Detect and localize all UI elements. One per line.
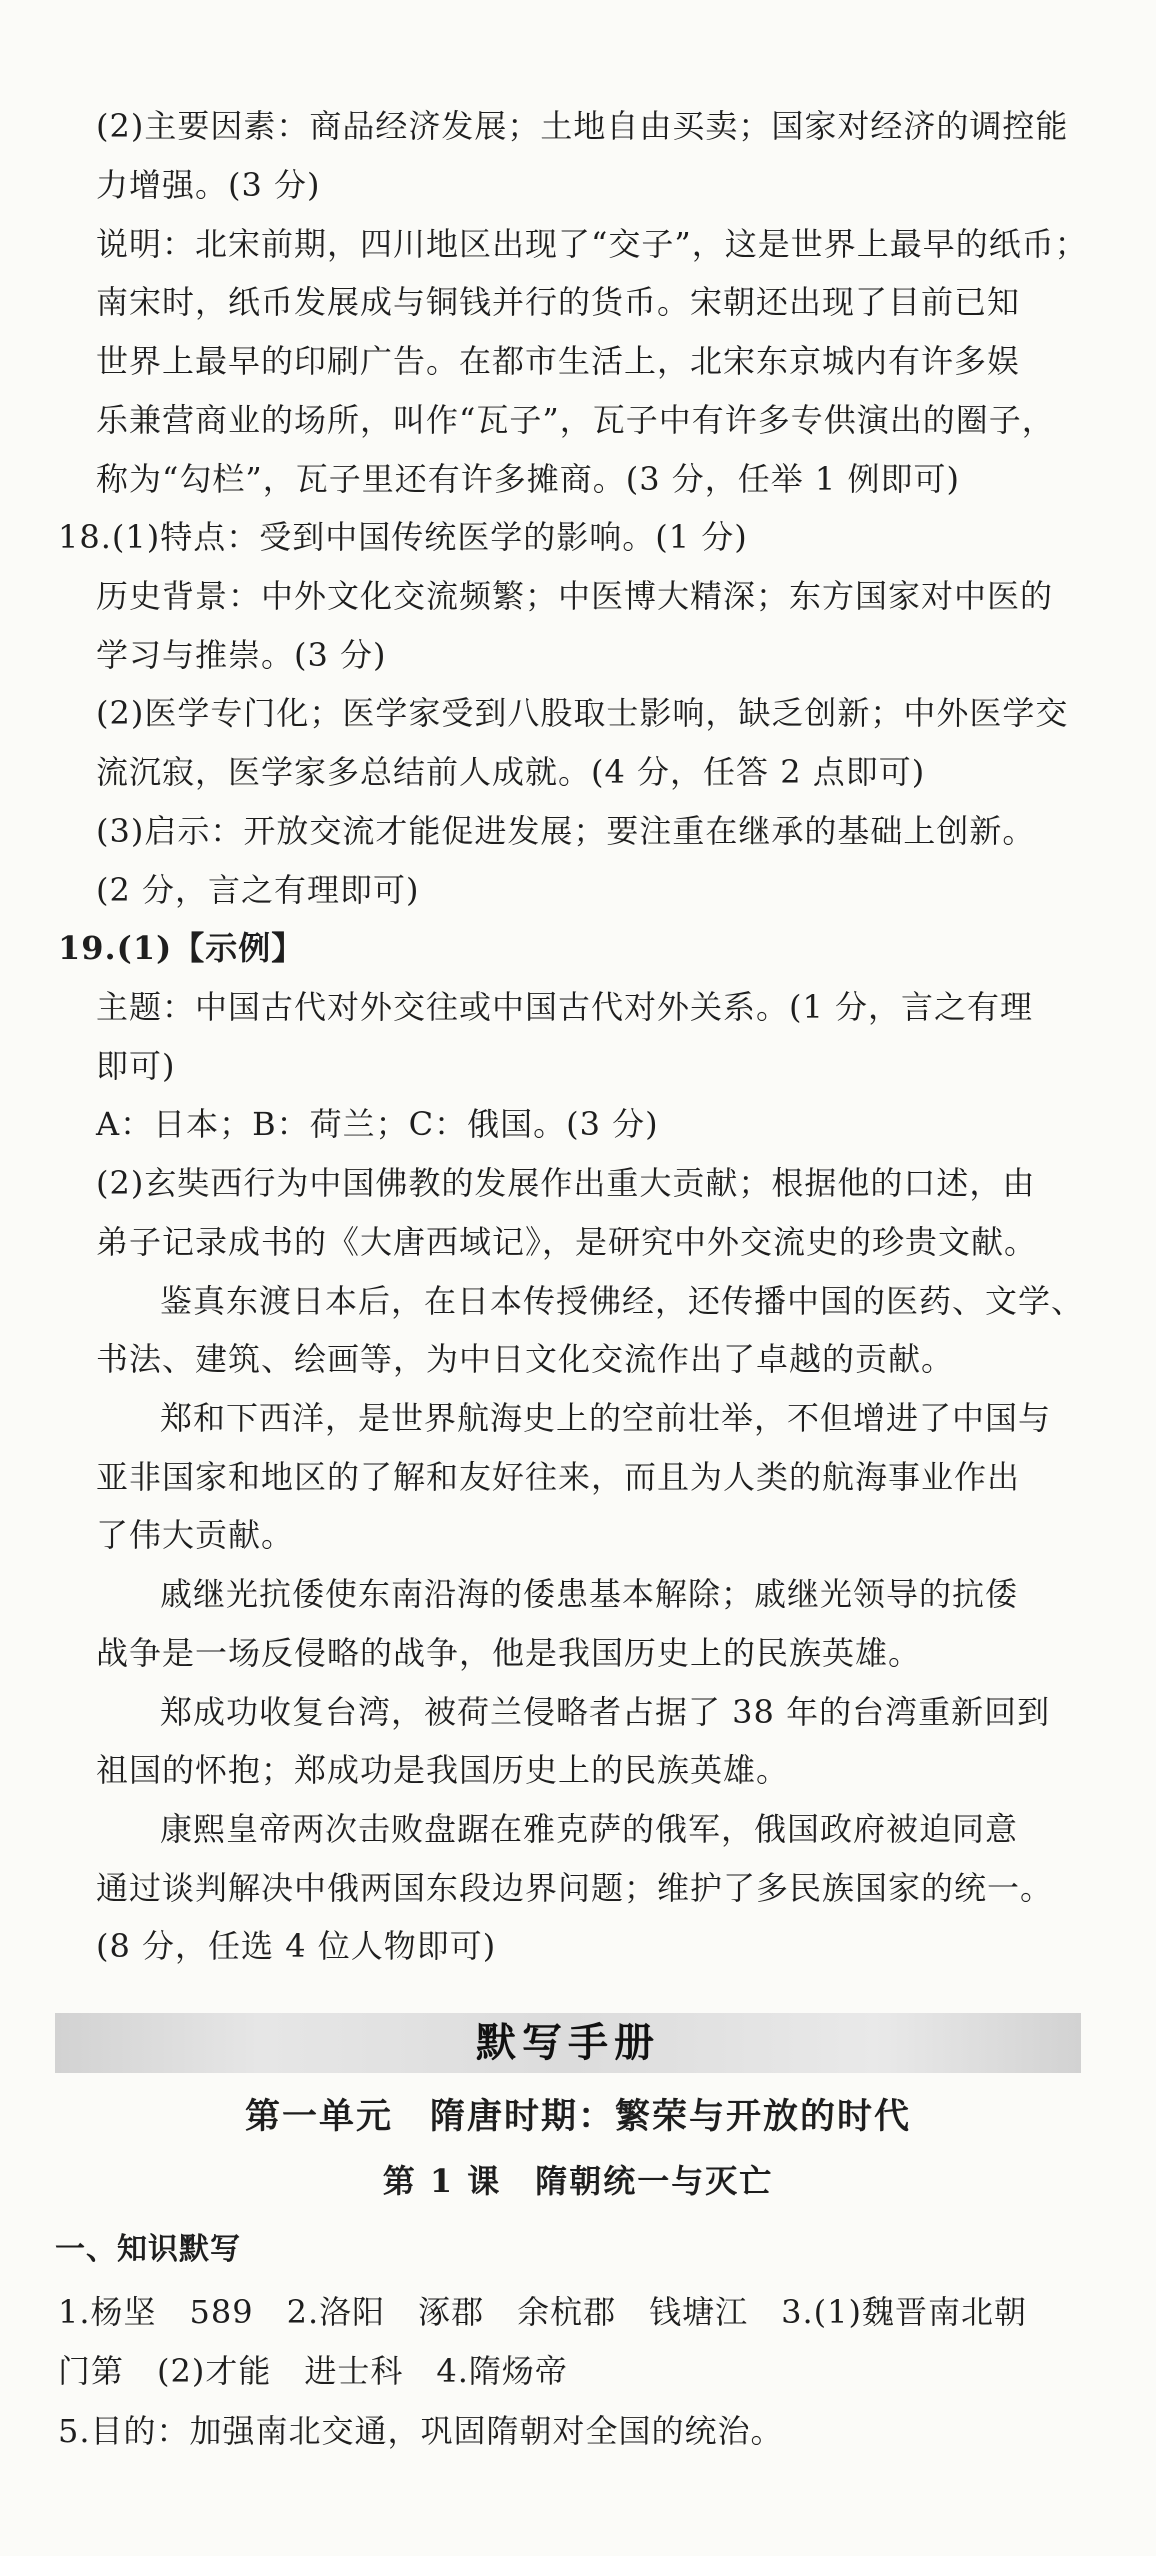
handbook-line-1: 1.杨坚 589 2.洛阳 涿郡 余杭郡 钱塘江 3.(1)魏晋南北朝 bbox=[58, 2293, 1028, 2331]
q19-line-2: 主题：中国古代对外交往或中国古代对外关系。(1 分，言之有理 bbox=[96, 988, 1034, 1026]
q19-line-3: 即可) bbox=[96, 1047, 176, 1085]
q17-line-4: 南宋时，纸币发展成与铜钱并行的货币。宋朝还出现了目前已知 bbox=[96, 283, 1021, 321]
q18-line-6: (3)启示：开放交流才能促进发展；要注重在继承的基础上创新。 bbox=[96, 812, 1036, 850]
q18-line-5: 流沉寂，医学家多总结前人成就。(4 分，任答 2 点即可) bbox=[96, 753, 926, 791]
q19-line-11: 了伟大贡献。 bbox=[96, 1516, 295, 1554]
q19-line-13: 战争是一场反侵略的战争，他是我国历史上的民族英雄。 bbox=[96, 1634, 922, 1672]
q19-line-14: 郑成功收复台湾，被荷兰侵略者占据了 38 年的台湾重新回到 bbox=[160, 1693, 1051, 1731]
q19-line-4: A：日本；B：荷兰；C：俄国。(3 分) bbox=[96, 1105, 659, 1143]
q19-line-15: 祖国的怀抱；郑成功是我国历史上的民族英雄。 bbox=[96, 1751, 790, 1789]
q19-line-9: 郑和下西洋，是世界航海史上的空前壮举，不但增进了中国与 bbox=[160, 1399, 1052, 1437]
q19-line-18: (8 分，任选 4 位人物即可) bbox=[96, 1927, 497, 1965]
unit-heading: 第一单元 隋唐时期：繁荣与开放的时代 bbox=[244, 2096, 911, 2137]
q19-line-6: 弟子记录成书的《大唐西域记》，是研究中外交流史的珍贵文献。 bbox=[96, 1223, 1038, 1261]
q19-line-10: 亚非国家和地区的了解和友好往来，而且为人类的航海事业作出 bbox=[96, 1458, 1021, 1496]
handbook-line-3: 5.目的：加强南北交通，巩固隋朝对全国的统治。 bbox=[58, 2412, 784, 2450]
q18-line-4: (2)医学专门化；医学家受到八股取士影响，缺乏创新；中外医学交 bbox=[96, 694, 1069, 732]
lesson-heading: 第 1 课 隋朝统一与灭亡 bbox=[382, 2162, 774, 2200]
q17-line-6: 乐兼营商业的场所，叫作“瓦子”，瓦子中有许多专供演出的圈子， bbox=[96, 401, 1055, 439]
handbook-banner bbox=[55, 2013, 1081, 2073]
q17-line-7: 称为“勾栏”，瓦子里还有许多摊商。(3 分，任举 1 例即可) bbox=[96, 460, 960, 498]
q19-line-12: 戚继光抗倭使东南沿海的倭患基本解除；戚继光领导的抗倭 bbox=[160, 1575, 1019, 1613]
q19-line-16: 康熙皇帝两次击败盘踞在雅克萨的俄军，俄国政府被迫同意 bbox=[160, 1810, 1019, 1848]
q18-line-1: 18.(1)特点：受到中国传统医学的影响。(1 分) bbox=[58, 518, 748, 556]
section-heading: 一、知识默写 bbox=[55, 2232, 241, 2267]
q17-line-5: 世界上最早的印刷广告。在都市生活上，北宋东京城内有许多娱 bbox=[96, 342, 1021, 380]
handbook-line-2: 门第 (2)才能 进士科 4.隋炀帝 bbox=[58, 2352, 568, 2390]
q19-line-1: 19.(1)【示例】 bbox=[58, 929, 305, 967]
q19-line-5: (2)玄奘西行为中国佛教的发展作出重大贡献；根据他的口述，由 bbox=[96, 1164, 1036, 1202]
q17-line-2: 力增强。(3 分) bbox=[96, 166, 321, 204]
q18-line-7: (2 分，言之有理即可) bbox=[96, 871, 420, 909]
q19-line-8: 书法、建筑、绘画等，为中日文化交流作出了卓越的贡献。 bbox=[96, 1340, 955, 1378]
q18-line-2: 历史背景：中外文化交流频繁；中医博大精深；东方国家对中医的 bbox=[96, 577, 1054, 615]
q17-line-1: (2)主要因素：商品经济发展；土地自由买卖；国家对经济的调控能 bbox=[96, 107, 1069, 145]
q17-line-3: 说明：北宋前期，四川地区出现了“交子”，这是世界上最早的纸币； bbox=[96, 225, 1088, 263]
handbook-title: 默写手册 bbox=[476, 2020, 660, 2066]
q18-line-3: 学习与推崇。(3 分) bbox=[96, 636, 387, 674]
q19-line-7: 鉴真东渡日本后，在日本传授佛经，还传播中国的医药、文学、 bbox=[160, 1282, 1085, 1320]
q19-line-17: 通过谈判解决中俄两国东段边界问题；维护了多民族国家的统一。 bbox=[96, 1869, 1054, 1907]
